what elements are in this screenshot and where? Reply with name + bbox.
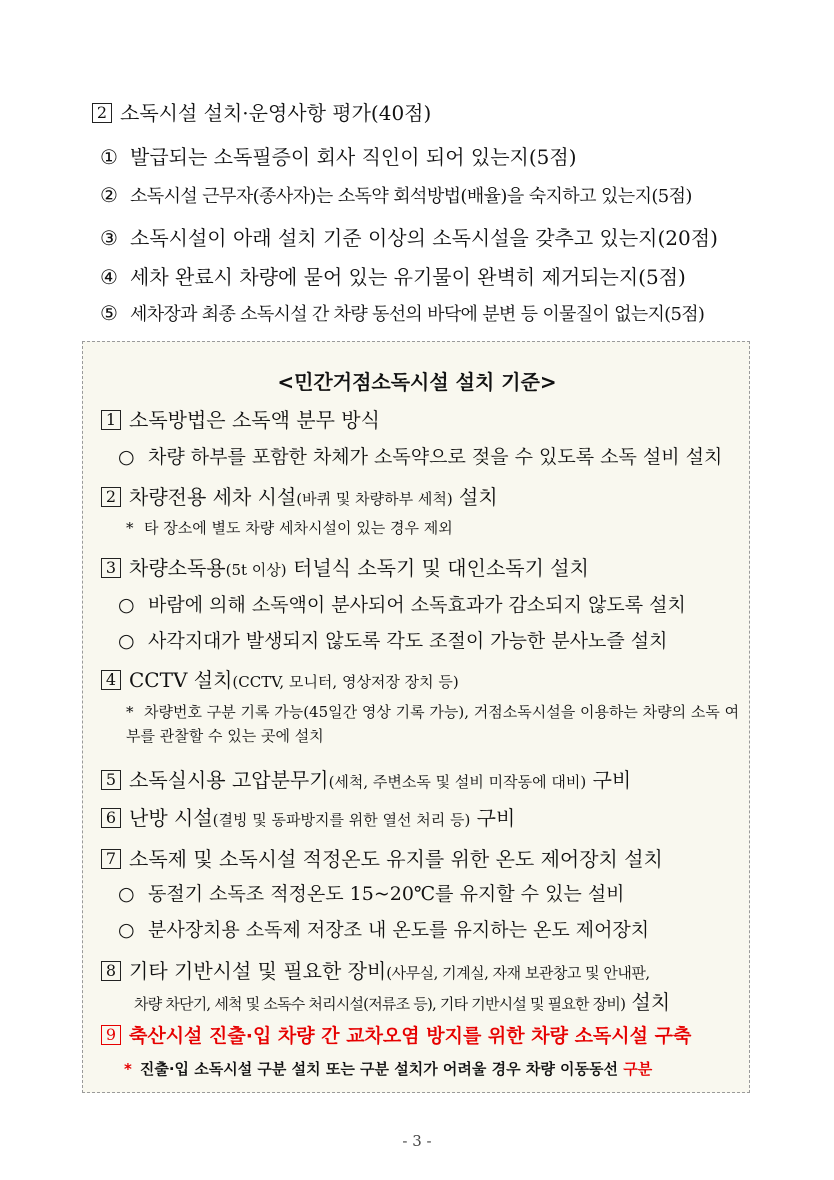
item-text: 소독방법은 소독액 분무 방식 [129,408,380,432]
item-number: 6 [101,808,121,828]
bullet-text: 바람에 의해 소독액이 분사되어 소독효과가 감소되지 않도록 설치 [148,594,686,616]
criterion-text: 발급되는 소독필증이 회사 직인이 되어 있는지(5점) [130,145,577,169]
item-text: CCTV 설치 [129,668,233,692]
criterion-text: 세차장과 최종 소독시설 간 차량 동선의 바닥에 분변 등 이물질이 없는지(5점) [130,304,705,325]
item-number: 4 [101,670,121,690]
item-number: 1 [101,410,121,430]
item-suffix: 설치 [625,990,671,1014]
criterion-mark: ② [100,183,118,207]
item-continuation [134,986,670,1015]
item-detail: (CCTV, 모니터, 영상저장 장치 등) [232,673,459,691]
page-number: - 3 - [402,1132,432,1150]
bullet-line [118,590,686,617]
note-text: 차량번호 구분 기록 가능(45일간 영상 기록 가능), 거점소독시설을 이용하는 차량의 소독 여부를 관찰할 수 있는 곳에 설치 [126,703,740,745]
bullet-text: 분사장치용 소독제 저장조 내 온도를 유지하는 온도 제어장치 [148,919,650,941]
bullet-icon: ○ [118,446,135,468]
note-text: 진출·입 소독시설 구분 설치 또는 구분 설치가 어려울 경우 차량 이동동선 [139,1060,624,1078]
bullet-line [118,626,667,653]
bullet-icon: ○ [118,594,135,616]
standard-item [101,843,663,872]
bullet-text: 차량 하부를 포함한 차체가 소독약으로 젖을 수 있도록 소독 설비 설치 [148,446,723,468]
item-number: 2 [101,487,121,507]
note-emphasis: 구분 [623,1060,653,1078]
bullet-icon: ○ [118,630,135,652]
criterion-item [100,300,704,326]
item-suffix: 터널식 소독기 및 대인소독기 설치 [286,556,589,580]
criterion-item [100,182,692,208]
item-detail: (세척, 주변소독 및 설비 미작동에 대비) [328,773,587,791]
item-number: 9 [101,1025,121,1045]
standard-item [101,955,650,984]
bullet-line [118,915,649,942]
bullet-line [118,879,625,906]
item-detail: (결빙 및 동파방지를 위한 열선 처리 등) [212,811,471,829]
note-block [126,700,746,748]
item-suffix: 구비 [470,806,516,830]
criterion-text: 소독시설이 아래 설치 기준 이상의 소독시설을 갖추고 있는지(20점) [130,226,718,250]
standard-item-highlighted [101,1021,691,1048]
note-text: 타 장소에 별도 차량 세차시설이 있는 경우 제외 [144,519,453,537]
item-text: 기타 기반시설 및 필요한 장비 [129,959,387,983]
item-detail: (사무실, 기계실, 자재 보관창고 및 안내판, [386,964,650,982]
criterion-text: 세차 완료시 차량에 묻어 있는 유기물이 완벽히 제거되는지(5점) [130,265,686,289]
criterion-text: 소독시설 근무자(종사자)는 소독약 회석방법(배율)을 숙지하고 있는지(5점) [130,186,692,207]
item-suffix: 설치 [452,485,498,509]
criterion-mark: ① [100,145,118,169]
item-number: 7 [101,849,121,869]
item-detail: 차량 차단기, 세척 및 소독수 처리시설(저류조 등), 기타 기반시설 및 필요한 장비) [134,995,626,1013]
bullet-line [118,442,722,469]
standard-item [101,404,380,433]
item-suffix: 구비 [586,768,632,792]
item-number: 3 [101,558,121,578]
bullet-icon: ○ [118,883,135,905]
section-number: 2 [92,103,112,123]
item-text: 소독실시용 고압분무기 [129,768,329,792]
bullet-text: 동절기 소독조 적정온도 15~20℃를 유지할 수 있는 설비 [148,883,625,905]
item-number: 8 [101,961,121,981]
box-title: <민간거점소독시설 설치 기준> [277,370,557,394]
bullet-text: 사각지대가 발생되지 않도록 각도 조절이 가능한 분사노즐 설치 [148,630,668,652]
note-line [126,516,746,540]
item-text: 소독제 및 소독시설 적정온도 유지를 위한 온도 제어장치 설치 [129,847,663,871]
item-text: 축산시설 진출·입 차량 간 교차오염 방지를 위한 차량 소독시설 구축 [129,1025,692,1047]
standard-item [101,764,631,793]
standard-item [101,664,459,693]
item-detail: (5t 이상) [225,561,287,579]
criterion-mark: ③ [100,226,118,250]
criterion-item [100,141,577,170]
standard-item [101,481,498,510]
asterisk-icon: * [124,1060,132,1078]
highlighted-note [124,1058,652,1079]
bullet-icon: ○ [118,919,135,941]
item-number: 5 [101,770,121,790]
criterion-item [100,222,718,251]
criterion-mark: ④ [100,265,118,289]
criterion-mark: ⑤ [100,301,118,325]
item-text: 난방 시설 [129,806,213,830]
item-text: 차량전용 세차 시설 [129,485,297,509]
item-text: 차량소독용 [129,556,226,580]
asterisk-icon: * [126,519,134,537]
item-detail: (바퀴 및 차량하부 세척) [296,490,453,508]
section-title: 소독시설 설치·운영사항 평가(40점) [120,101,432,125]
asterisk-icon: * [126,703,134,721]
section-heading [92,97,431,126]
standard-item [101,802,515,831]
standard-item [101,552,589,581]
criterion-item [100,261,686,290]
